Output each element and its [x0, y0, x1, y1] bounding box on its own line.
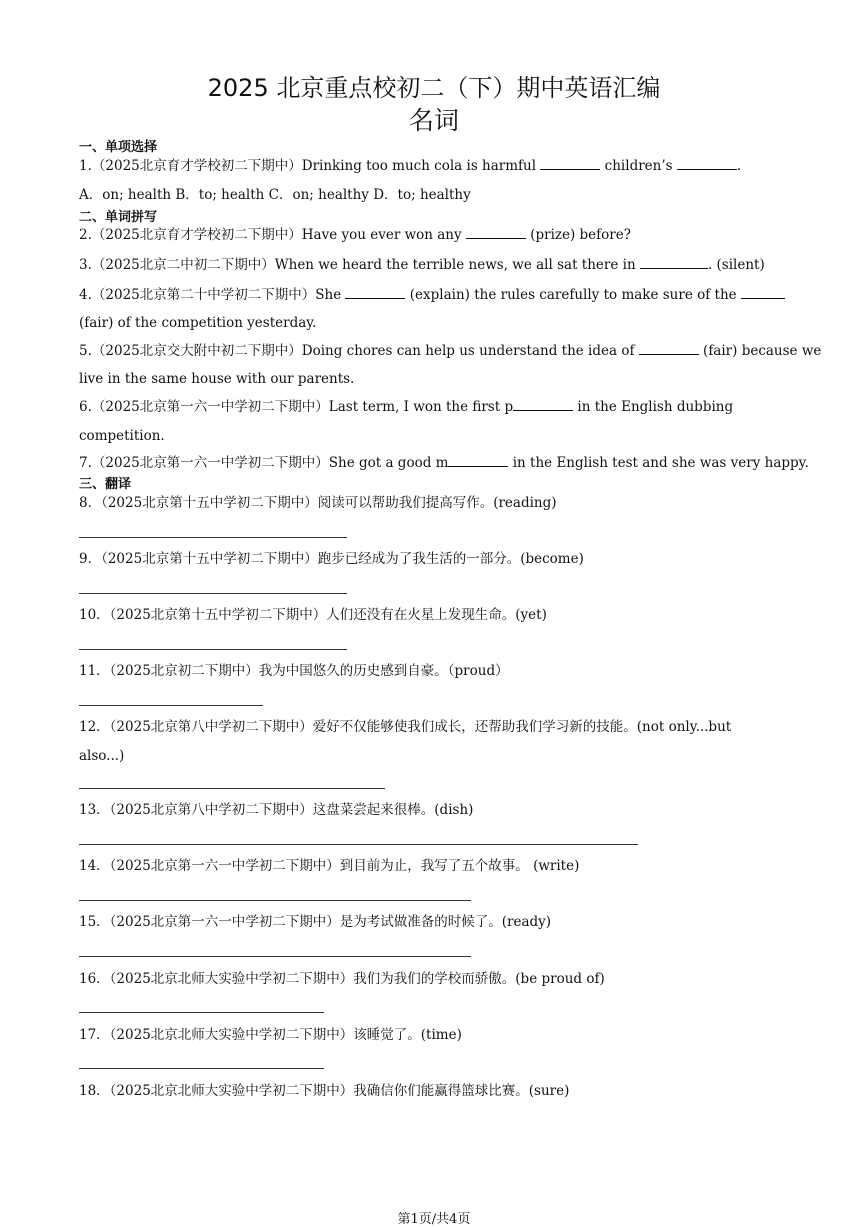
page-footer: 第1页/共4页	[397, 1212, 471, 1227]
question-text: Drinking too much cola is harmful	[301, 158, 537, 174]
question-source: （2025北京第一六一中学初二下期中）	[91, 399, 329, 415]
question-number: 7.	[79, 455, 92, 471]
question-source: （2025北京育才学校初二下期中）	[91, 158, 302, 174]
translation-question: 18．（2025北京北师大实验中学初二下期中）我确信你们能赢得篮球比赛。(sure)	[79, 1083, 570, 1099]
translation-question: 17．（2025北京北师大实验中学初二下期中）该睡觉了。(time)	[79, 1027, 462, 1043]
answer-blank[interactable]	[540, 157, 600, 170]
translation-question: 9．（2025北京第十五中学初二下期中）跑步已经成为了我生活的一部分。(become)	[79, 551, 584, 567]
question-text: Doing chores can help us understand the idea of	[301, 343, 635, 359]
section-heading-choice: 一、单项选择	[79, 140, 158, 155]
answer-line[interactable]	[79, 900, 471, 901]
question-number: 3.	[79, 257, 92, 273]
question-source: （2025北京第一六一中学初二下期中）	[91, 455, 329, 471]
question-4-cont: (fair) of the competition yesterday.	[79, 315, 317, 331]
answer-blank[interactable]	[466, 226, 526, 239]
translation-question: 16．（2025北京北师大实验中学初二下期中）我们为我们的学校而骄傲。(be proud of)	[79, 971, 605, 987]
question-number: 2.	[79, 227, 92, 243]
document-subtitle: 名词	[408, 106, 459, 135]
answer-blank[interactable]	[741, 286, 785, 299]
translation-question-cont: also...)	[79, 748, 125, 764]
question-7	[79, 454, 809, 472]
question-text: She	[315, 287, 342, 303]
answer-line[interactable]	[79, 649, 347, 650]
answer-line[interactable]	[79, 593, 347, 594]
question-source: （2025北京二中初二下期中）	[91, 257, 275, 273]
question-text: Have you ever won any	[301, 227, 462, 243]
answer-blank[interactable]	[513, 398, 573, 411]
question-6-cont: competition.	[79, 428, 165, 444]
answer-line[interactable]	[79, 844, 638, 845]
question-text: .	[736, 158, 742, 174]
answer-blank[interactable]	[448, 454, 508, 467]
answer-blank[interactable]	[640, 256, 708, 269]
answer-blank[interactable]	[677, 157, 737, 170]
answer-line[interactable]	[79, 1012, 324, 1013]
answer-blank[interactable]	[639, 342, 699, 355]
question-text: in the English dubbing	[577, 399, 734, 415]
section-heading-translation: 三、翻译	[79, 477, 132, 492]
question-number: 1.	[79, 158, 92, 174]
translation-question: 11．（2025北京初二下期中）我为中国悠久的历史感到自豪。（proud）	[79, 663, 509, 679]
question-text: (prize) before?	[530, 227, 631, 243]
translation-question: 13．（2025北京第八中学初二下期中）这盘菜尝起来很棒。(dish)	[79, 802, 474, 818]
question-text: She got a good m	[328, 455, 449, 471]
question-5-cont: live in the same house with our parents.	[79, 371, 355, 387]
question-2	[79, 226, 631, 244]
question-text: When we heard the terrible news, we all sat there in	[274, 257, 636, 273]
answer-line[interactable]	[79, 956, 471, 957]
document-title: 2025 北京重点校初二（下）期中英语汇编	[207, 74, 661, 102]
question-3	[79, 256, 765, 274]
question-text: in the English test and she was very happy.	[512, 455, 809, 471]
question-number: 5.	[79, 343, 92, 359]
question-text: Last term, I won the first p	[328, 399, 514, 415]
question-5	[79, 342, 821, 360]
translation-question: 12．（2025北京第八中学初二下期中）爱好不仅能够使我们成长，还帮助我们学习新的技能。(not only...but	[79, 719, 732, 735]
question-4	[79, 286, 785, 304]
answer-line[interactable]	[79, 788, 385, 789]
answer-line[interactable]	[79, 705, 263, 706]
question-source: （2025北京育才学校初二下期中）	[91, 227, 302, 243]
question-source: （2025北京交大附中初二下期中）	[91, 343, 302, 359]
answer-blank[interactable]	[345, 286, 405, 299]
section-heading-spelling: 二、单词拼写	[79, 210, 158, 225]
answer-line[interactable]	[79, 537, 347, 538]
answer-line[interactable]	[79, 1068, 324, 1069]
question-number: 4.	[79, 287, 92, 303]
translation-question: 15．（2025北京第一六一中学初二下期中）是为考试做准备的时候了。(ready)	[79, 914, 552, 930]
question-text: (explain) the rules carefully to make sure of the	[409, 287, 737, 303]
translation-question: 8．（2025北京第十五中学初二下期中）阅读可以帮助我们提高写作。(reading)	[79, 495, 557, 511]
question-1	[79, 157, 741, 175]
question-text: . (silent)	[707, 257, 765, 273]
question-text: children’s	[604, 158, 673, 174]
question-number: 6.	[79, 399, 92, 415]
question-source: （2025北京第二十中学初二下期中）	[91, 287, 316, 303]
question-6	[79, 398, 733, 416]
question-1-options: A．on; health B．to; health C．on; healthy D．to; healthy	[79, 187, 471, 203]
question-text: (fair) because we	[703, 343, 822, 359]
translation-question: 10．（2025北京第十五中学初二下期中）人们还没有在火星上发现生命。(yet)	[79, 607, 547, 623]
translation-question: 14．（2025北京第一六一中学初二下期中）到目前为止，我写了五个故事。 (write)	[79, 858, 580, 874]
